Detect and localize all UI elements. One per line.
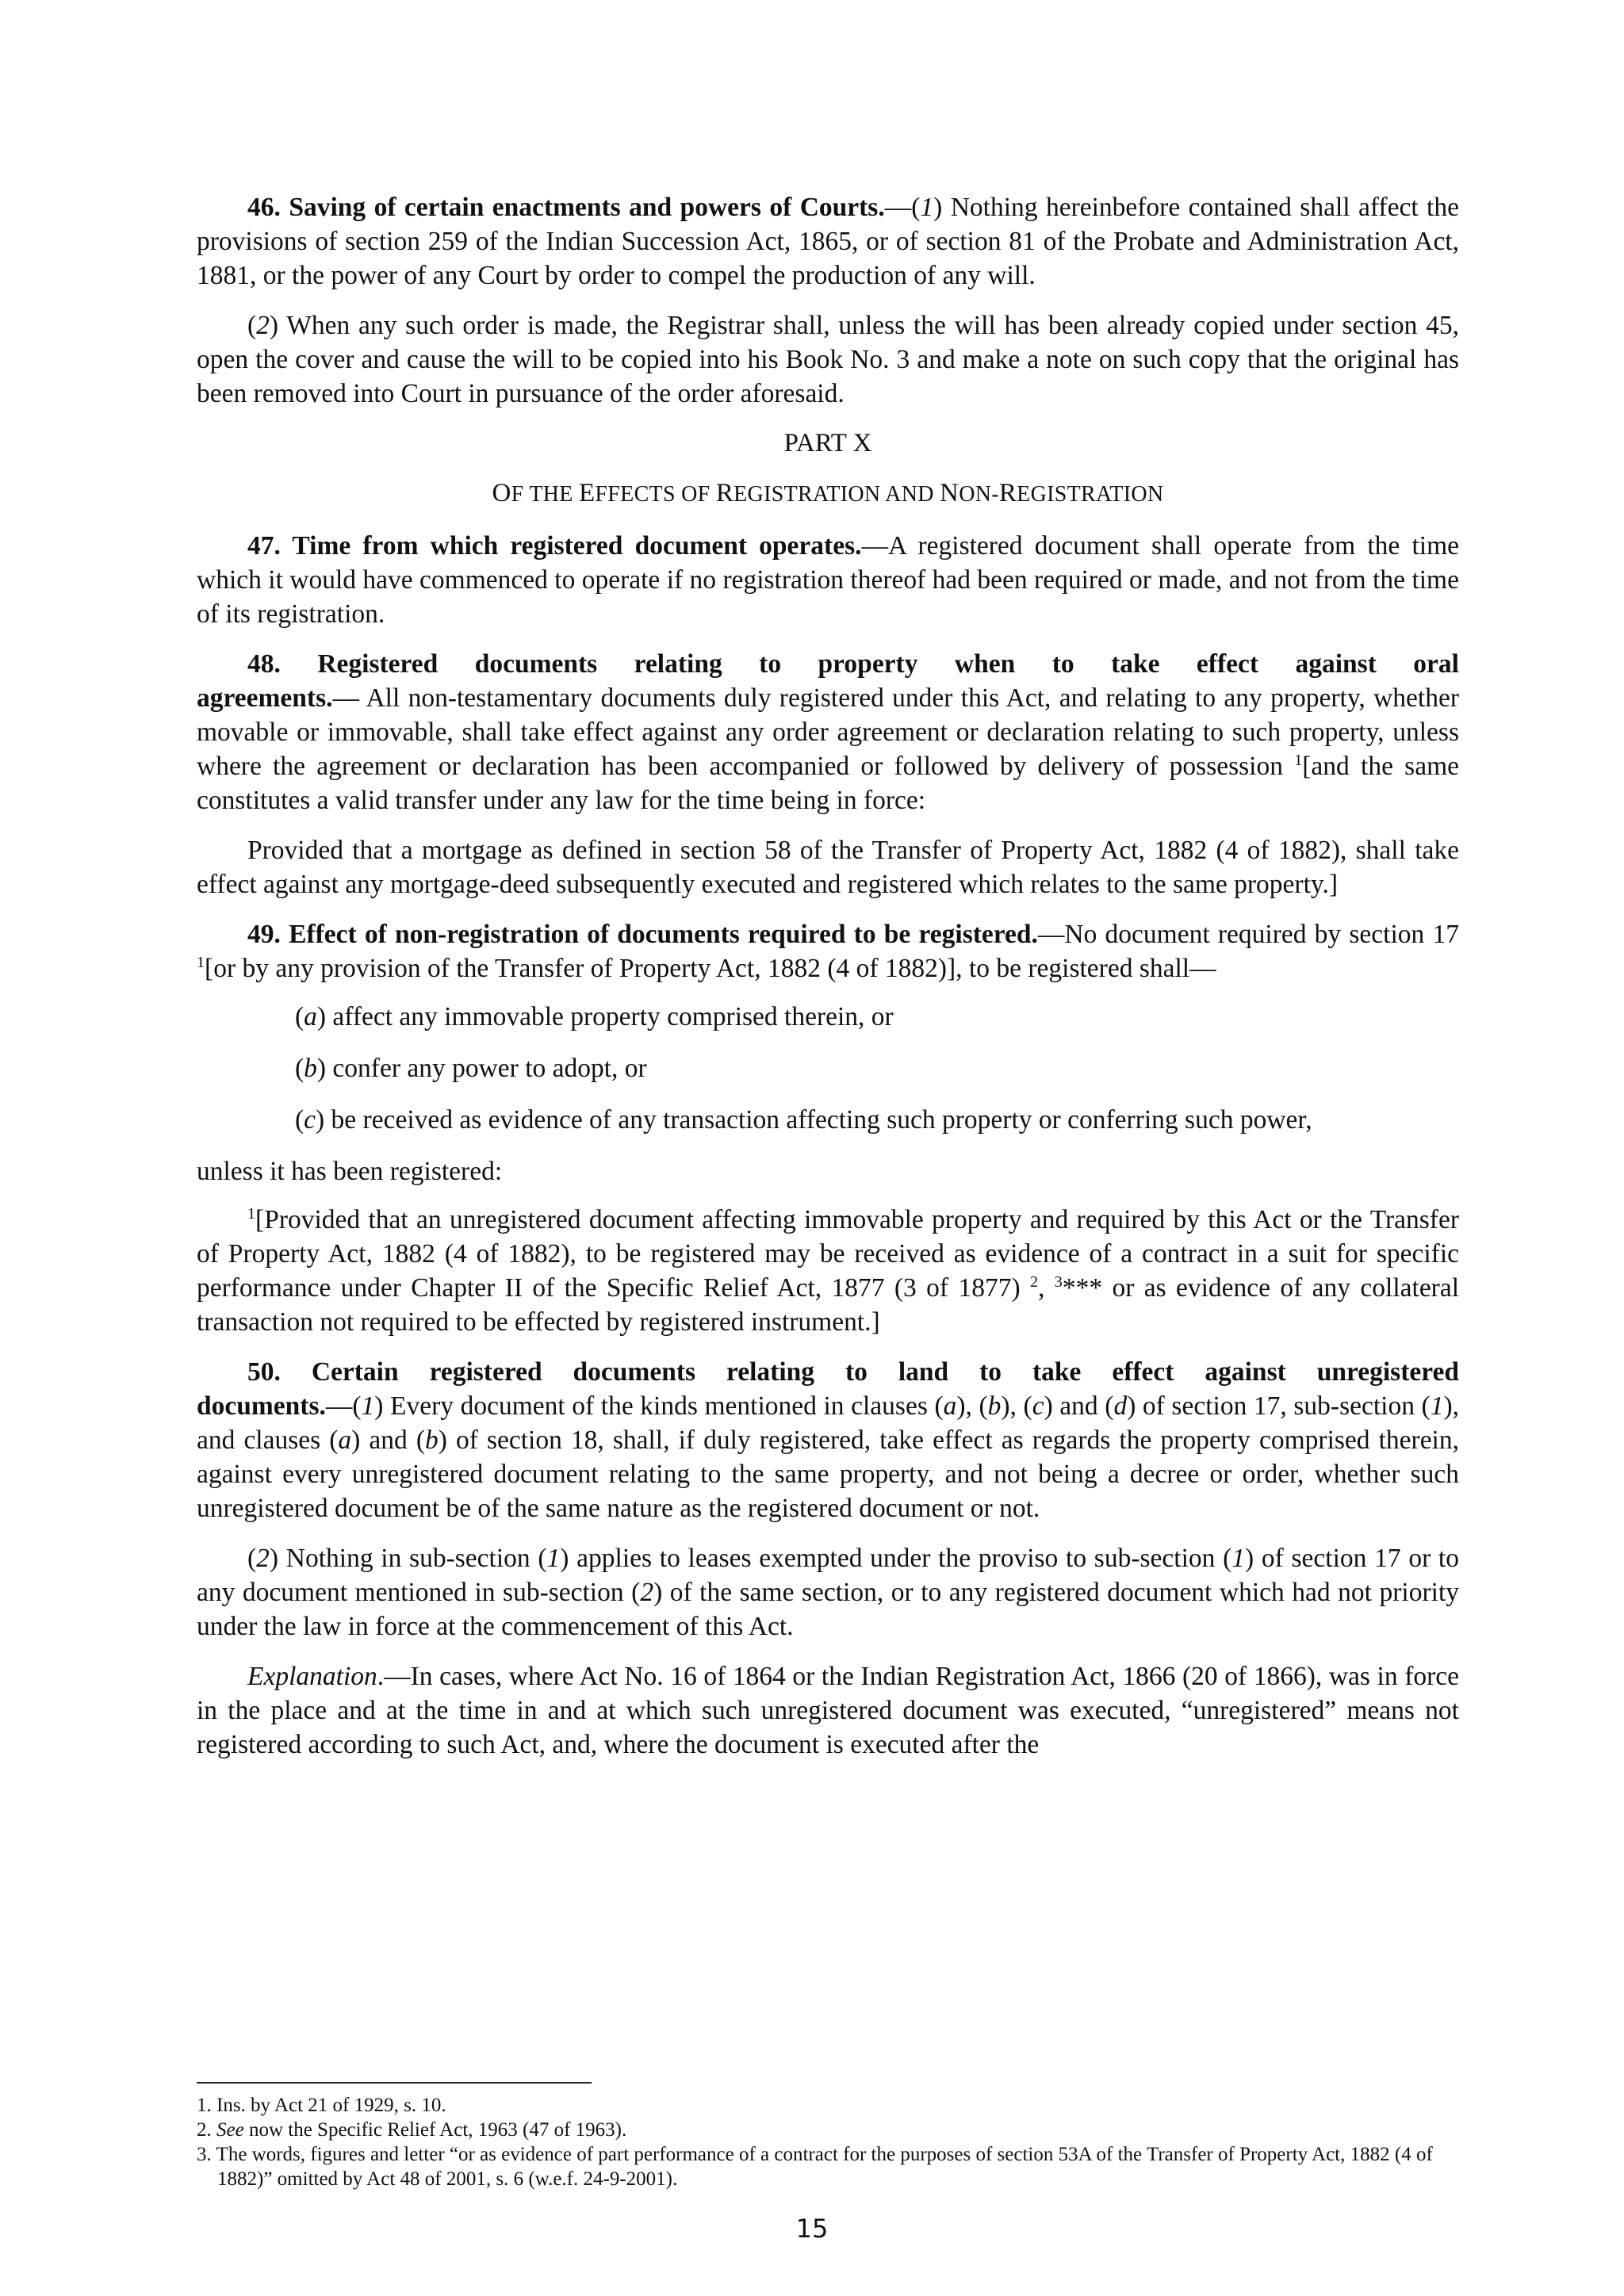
clause-a: (a) affect any immovable property comprised therein, or xyxy=(295,1002,894,1031)
section-49-proviso: $^1$[Provided that an unregistered document affecting immovable property and required by this Act or the Transfer of Property Act, 1882 (4 of 1882), to be registered may be received as evidence of a contract in a suit for specific performance under Chapter II of the Specific Relief Act, 1877 (3 of 1877) $^2$, $^3$*** or as evidence of any collateral transaction not required to be effected by registered instrument.] xyxy=(197,1204,1460,1337)
section-48-proviso: Provided that a mortgage as defined in section 58 of the Transfer of Property Act, 1882 (4 of 1882), shall take effect against any mortgage-deed subsequently executed and registered which relates to the same property.] xyxy=(197,836,1459,899)
footnote-3: 3. The words, figures and letter “or as evidence of part performance of a contract for the purposes of section 53A of the Transfer of Property Act, 1882 (4 of 1882)” omitted by Act 48 of 2001, s. 6 (w.e.f. 24-9-2001). xyxy=(197,2144,1433,2190)
section-46-para-2: (2) When any such order is made, the Registrar shall, unless the will has been already copied under section 45, open the cover and cause the will to be copied into his Book No. 3 and make a note on such copy that the original has been removed into Court in pursuance of the order aforesaid. xyxy=(197,311,1459,408)
part-title: PART X xyxy=(783,429,872,457)
section-46-para-1: 46. Saving of certain enactments and powers of Courts.—(1) Nothing hereinbefore contained shall affect the provisions of section 259 of the Indian Succession Act, 1865, or of section 81 of the Probate and Administration Act, 1881, or the power of any Court by order to compel the production of any will. xyxy=(197,193,1459,290)
section-47: 47. Time from which registered document operates.—A registered document shall operate from the time which it would have commenced to operate if no registration thereof had been required or made, and not from the time of its registration. xyxy=(197,531,1459,629)
section-50-explanation: Explanation.—In cases, where Act No. 16 of 1864 or the Indian Registration Act, 1866 (20 of 1866), was in force in the place and at the time in and at which such unregistered document was executed, “unregistered” means not registered according to such Act, and, where the document is executed after the xyxy=(197,1662,1459,1759)
section-50-para-2: (2) Nothing in sub-section (1) applies to leases exempted under the proviso to sub-section (1) of section 17 or to any document mentioned in sub-section (2) of the same section, or to any registered document which had not priority under the law in force at the commencement of this Act. xyxy=(197,1544,1459,1641)
section-50-para-1: documents.—(1) Every document of the kinds mentioned in clauses (a), (b), (c) and (d) of section 17, sub-section (1), and clauses (a) and (b) of section 18, shall, if duly registered, take effect as regards the property comprised therein, against every unregistered document relating to the same property, and not being a decree or order, whether such unregistered document be of the same nature as the registered document or not. xyxy=(197,1391,1459,1523)
footnote-ref: 3 xyxy=(1054,1272,1063,1291)
footnote-1: 1. Ins. by Act 21 of 1929, s. 10. xyxy=(197,2095,446,2116)
footnote-divider xyxy=(197,2082,592,2084)
section-48: agreements.— All non-testamentary documents duly registered under this Act, and relating to any property, whether movable or immovable, shall take effect against any order agreement or declaration relating to such property, unless where the agreement or declaration has been accompanied or followed by delivery of possession $^1$[and the same constitutes a valid transfer under any law for the time being in force: xyxy=(197,683,1459,815)
document-body xyxy=(197,190,1459,1777)
section-48-heading-line-1: 48. Registered documents relating to property when to take effect against oral xyxy=(247,649,1459,679)
section-46-heading: 46. Saving of certain enactments and powers of Courts. xyxy=(247,193,885,222)
section-48-heading-line-2: agreements. xyxy=(197,683,333,713)
clause-b: (b) confer any power to adopt, or xyxy=(295,1054,647,1083)
section-50-heading-line-2: documents. xyxy=(197,1391,326,1421)
clause-c: (c) be received as evidence of any transaction affecting such property or conferring such power, xyxy=(295,1105,1312,1135)
footnote-ref: 1 xyxy=(247,1204,256,1223)
part-subtitle: OF THE EFFECTS OF REGISTRATION AND NON-REGISTRATION xyxy=(492,479,1164,507)
footnote-ref: 1 xyxy=(1294,751,1303,769)
page-number: 15 xyxy=(795,2214,829,2244)
section-49-tail: unless it has been registered: xyxy=(197,1157,503,1186)
footnote-2: 2. See now the Specific Relief Act, 1963 (47 of 1963). xyxy=(197,2119,627,2141)
footnote-ref: 1 xyxy=(197,953,205,971)
footnote-ref: 2 xyxy=(1029,1272,1039,1291)
section-49-heading: 49. Effect of non-registration of documents required to be registered. xyxy=(247,920,1038,949)
section-47-heading: 47. Time from which registered document operates. xyxy=(247,531,862,561)
section-50-heading-line-1: 50. Certain registered documents relating to land to take effect against unregistered xyxy=(247,1357,1459,1387)
section-49: 49. Effect of non-registration of documents required to be registered.—No document required by section 17 $^1$[or by any provision of the Transfer of Property Act, 1882 (4 of 1882)], to be registered shall— xyxy=(197,920,1459,983)
footnotes xyxy=(197,2093,1459,2191)
